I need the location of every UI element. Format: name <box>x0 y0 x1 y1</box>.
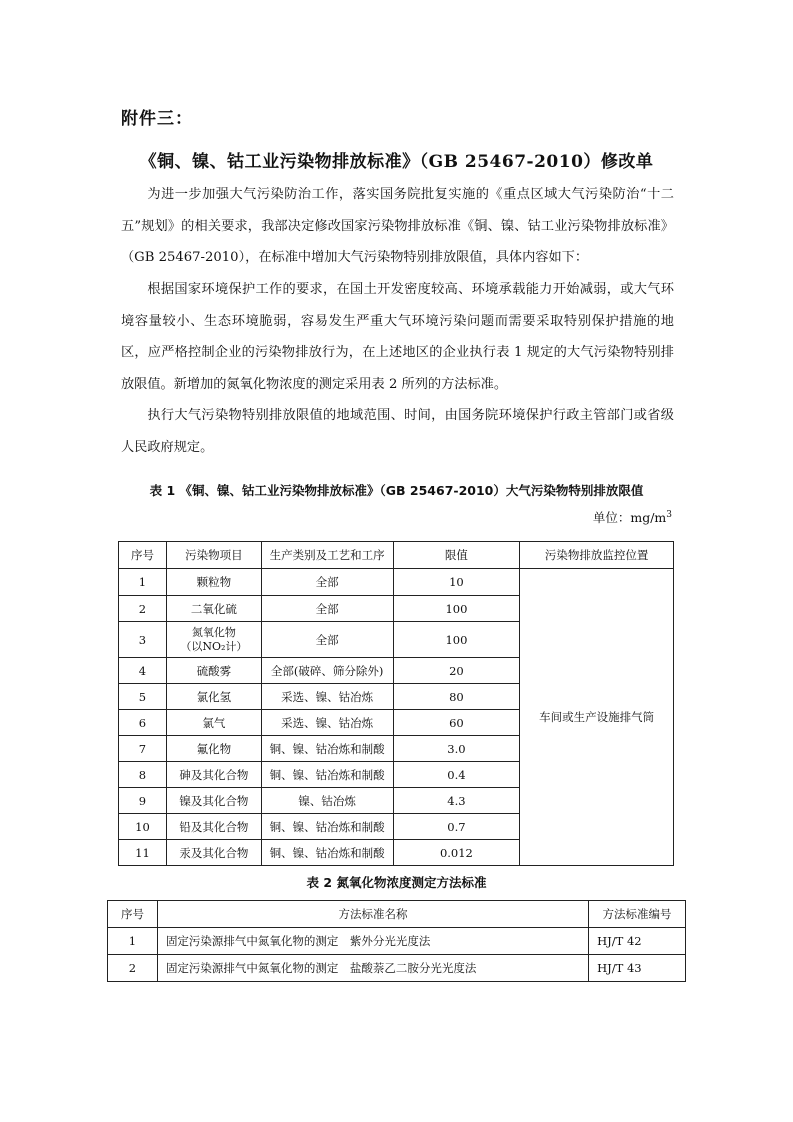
row-no: 1 <box>108 928 158 955</box>
row-item: 硫酸雾 <box>166 658 261 684</box>
row-item-line1: 氮氧化物 <box>191 625 236 639</box>
row-no: 1 <box>119 569 167 596</box>
row-limit: 100 <box>393 622 520 658</box>
row-limit: 0.7 <box>393 814 520 840</box>
row-no: 2 <box>108 955 158 982</box>
row-item: 汞及其化合物 <box>166 840 261 866</box>
paragraph-scope: 执行大气污染物特别排放限值的地域范围、时间，由国务院环境保护行政主管部门或省级人民政府规定。 <box>121 408 674 455</box>
row-process: 镍、钴冶炼 <box>261 788 393 814</box>
row-method-code: HJ/T 42 <box>589 928 686 955</box>
row-limit: 4.3 <box>393 788 520 814</box>
table-row <box>108 928 686 955</box>
row-process: 铜、镍、钴冶炼和制酸 <box>261 840 393 866</box>
table1-header-location: 污染物排放监控位置 <box>520 542 674 569</box>
row-item: 二氧化硫 <box>166 596 261 622</box>
row-item <box>166 622 261 658</box>
row-no: 5 <box>119 684 167 710</box>
row-item: 氯气 <box>166 710 261 736</box>
row-item: 氟化物 <box>166 736 261 762</box>
table2 <box>107 900 686 982</box>
row-limit: 0.012 <box>393 840 520 866</box>
attachment-label: 附件三： <box>121 109 193 129</box>
table-row <box>119 569 674 596</box>
row-limit: 80 <box>393 684 520 710</box>
table1 <box>118 541 674 866</box>
paragraph-intro: 为进一步加强大气污染防治工作，落实国务院批复实施的《重点区域大气污染防治“十二五”规划》的相关要求，我部决定修改国家污染物排放标准《铜、镍、钴工业污染物排放标准》（GB 25467-2010），在标准中增加大气污染物特别排放限值，具体内容如下： <box>121 187 674 265</box>
row-process: 铜、镍、钴冶炼和制酸 <box>261 762 393 788</box>
table1-header-no: 序号 <box>119 542 167 569</box>
row-limit: 0.4 <box>393 762 520 788</box>
row-limit: 60 <box>393 710 520 736</box>
row-no: 2 <box>119 596 167 622</box>
row-method-name: 固定污染源排气中氮氧化物的测定 紫外分光光度法 <box>157 928 588 955</box>
row-method-code: HJ/T 43 <box>589 955 686 982</box>
unit-text: 单位：mg/m <box>592 510 667 525</box>
table2-header-row <box>108 901 686 928</box>
row-process: 铜、镍、钴冶炼和制酸 <box>261 736 393 762</box>
row-process: 全部 <box>261 569 393 596</box>
row-no: 6 <box>119 710 167 736</box>
row-item: 铅及其化合物 <box>166 814 261 840</box>
row-item-line2: （以NO₂计） <box>180 639 248 653</box>
row-no: 9 <box>119 788 167 814</box>
table1-caption: 表 1 《铜、镍、钴工业污染物排放标准》（GB 25467-2010）大气污染物特别排放限值 <box>149 483 644 498</box>
row-no: 11 <box>119 840 167 866</box>
row-no: 7 <box>119 736 167 762</box>
row-process: 铜、镍、钴冶炼和制酸 <box>261 814 393 840</box>
table-row <box>108 955 686 982</box>
row-item: 镍及其化合物 <box>166 788 261 814</box>
row-process: 采选、镍、钴冶炼 <box>261 710 393 736</box>
row-no: 10 <box>119 814 167 840</box>
unit-superscript: 3 <box>666 509 672 520</box>
row-no: 3 <box>119 622 167 658</box>
table2-header-code: 方法标准编号 <box>589 901 686 928</box>
table1-header-row <box>119 542 674 569</box>
table1-header-process: 生产类别及工艺和工序 <box>261 542 393 569</box>
row-no: 4 <box>119 658 167 684</box>
row-method-name: 固定污染源排气中氮氧化物的测定 盐酸萘乙二胺分光光度法 <box>157 955 588 982</box>
row-no: 8 <box>119 762 167 788</box>
table2-header-no: 序号 <box>108 901 158 928</box>
paragraph-requirements: 根据国家环境保护工作的要求，在国土开发密度较高、环境承载能力开始减弱，或大气环境容量较小、生态环境脆弱，容易发生严重大气环境污染问题而需要采取特别保护措施的地区，应严格控制企业的污染物排放行为，在上述地区的企业执行表 1 规定的大气污染物特别排放限值。新增加的氮氧化物浓度的测定采用表 2 所列的方法标准。 <box>121 282 674 392</box>
row-item: 砷及其化合物 <box>166 762 261 788</box>
table1-unit <box>593 508 672 526</box>
table1-header-item: 污染物项目 <box>166 542 261 569</box>
row-process: 全部 <box>261 622 393 658</box>
table2-caption: 表 2 氮氧化物浓度测定方法标准 <box>306 875 487 890</box>
row-limit: 20 <box>393 658 520 684</box>
table2-header-name: 方法标准名称 <box>157 901 588 928</box>
row-limit: 100 <box>393 596 520 622</box>
row-item: 颗粒物 <box>166 569 261 596</box>
row-process: 全部 <box>261 596 393 622</box>
row-process: 采选、镍、钴冶炼 <box>261 684 393 710</box>
monitoring-location: 车间或生产设施排气筒 <box>520 569 674 866</box>
row-limit: 3.0 <box>393 736 520 762</box>
document-title: 《铜、镍、钴工业污染物排放标准》（GB 25467-2010）修改单 <box>139 152 654 172</box>
row-item: 氯化氢 <box>166 684 261 710</box>
table1-header-limit: 限值 <box>393 542 520 569</box>
row-limit: 10 <box>393 569 520 596</box>
row-process: 全部(破碎、筛分除外) <box>261 658 393 684</box>
